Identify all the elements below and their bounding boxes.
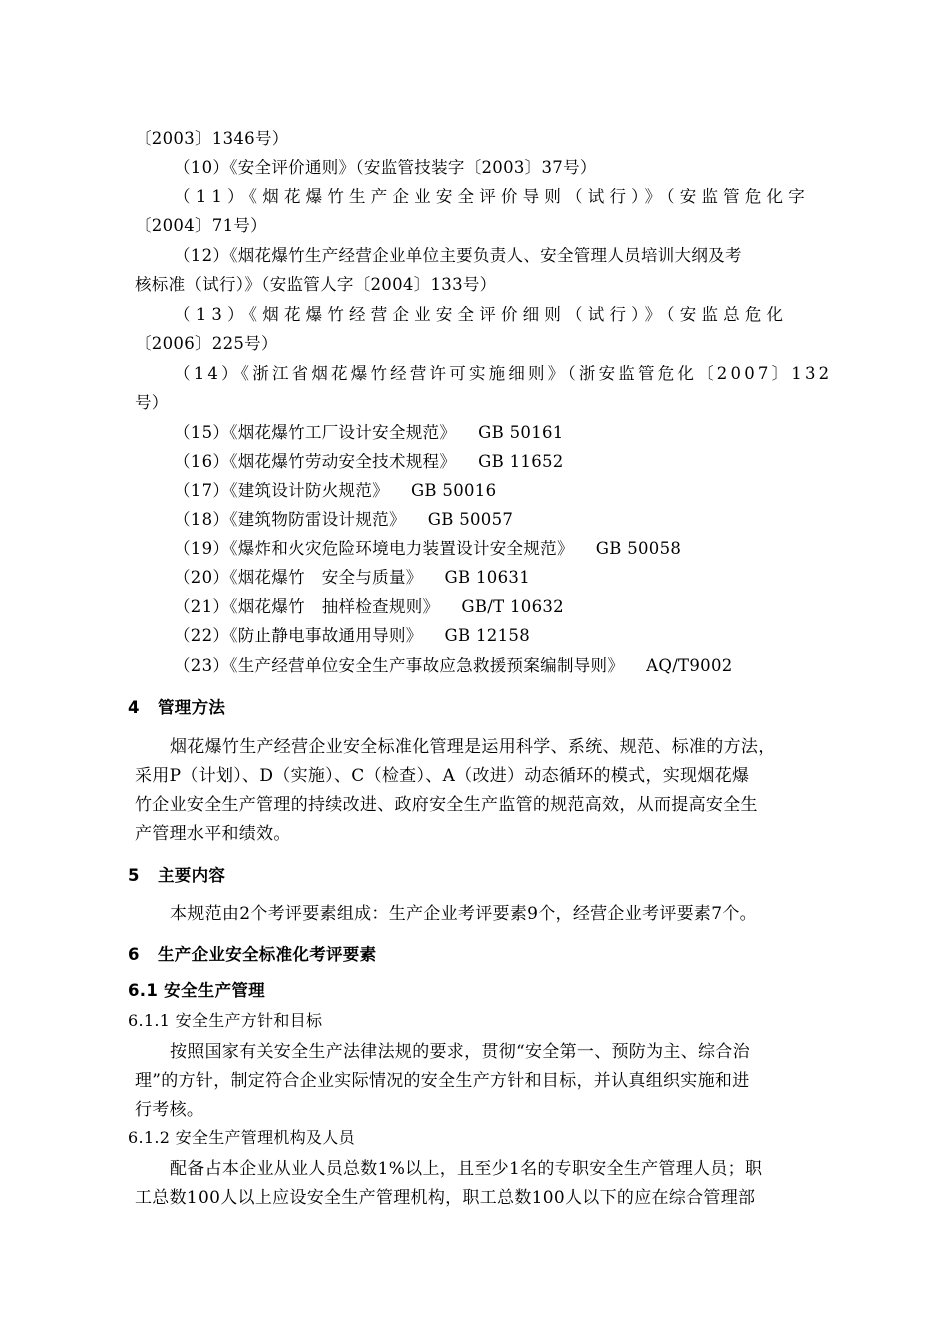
section-4-heading xyxy=(128,697,225,719)
standard-code: GB 50016 xyxy=(410,481,497,500)
reference-18 xyxy=(174,509,513,531)
reference-11-line2: 〔2004〕71号） xyxy=(135,216,267,235)
reference-12-line1: （12）《烟花爆竹生产经营企业单位主要负责人、安全管理人员培训大纲及考 xyxy=(174,246,742,265)
reference-10: （10）《安全评价通则》（安监管技装字〔2003〕37号） xyxy=(174,158,597,177)
section-5-heading xyxy=(128,865,225,887)
standard-code: AQ/T9002 xyxy=(646,656,733,675)
section-5-paragraph: 本规范由2个考评要素组成：生产企业考评要素9个，经营企业考评要素7个。 xyxy=(170,904,757,924)
standard-code: GB/T 10632 xyxy=(461,597,564,616)
section-6-1-1-heading: 6.1.1 安全生产方针和目标 xyxy=(128,1011,323,1030)
section-title: 主要内容 xyxy=(158,866,226,885)
reference-title: （22）《防止静电事故通用导则》 xyxy=(174,626,423,645)
section-title: 生产企业安全标准化考评要素 xyxy=(158,945,377,964)
section-4-paragraph-line4: 产管理水平和绩效。 xyxy=(135,824,291,844)
reference-title: （15）《烟花爆竹工厂设计安全规范》 xyxy=(174,423,457,442)
section-number: 6 xyxy=(128,945,140,964)
reference-13-line2: 〔2006〕225号） xyxy=(135,334,278,353)
section-6-1-1-paragraph-line2: 理”的方针，制定符合企业实际情况的安全生产方针和目标，并认真组织实施和进 xyxy=(135,1071,750,1091)
reference-15 xyxy=(174,422,564,444)
section-4-paragraph-line1: 烟花爆竹生产经营企业安全标准化管理是运用科学、系统、规范、标准的方法， xyxy=(170,737,776,757)
section-6-heading xyxy=(128,944,376,966)
reference-title: （21）《烟花爆竹 抽样检查规则》 xyxy=(174,597,440,616)
section-4-paragraph-line3: 竹企业安全生产管理的持续改进、政府安全生产监管的规范高效，从而提高安全生 xyxy=(135,795,758,815)
reference-14-line2: 号） xyxy=(135,393,169,412)
reference-9-continuation: 〔2003〕1346号） xyxy=(135,129,289,148)
reference-17 xyxy=(174,480,496,502)
reference-22 xyxy=(174,625,530,647)
reference-title: （20）《烟花爆竹 安全与质量》 xyxy=(174,568,423,587)
reference-13-line1: （13）《烟花爆竹经营企业安全评价细则（试行）》（安监总危化 xyxy=(174,305,789,324)
section-6-1-1-paragraph-line1: 按照国家有关安全生产法律法规的要求，贯彻“安全第一、预防为主、综合治 xyxy=(170,1042,750,1062)
reference-12-line2: 核标准（试行）》（安监管人字〔2004〕133号） xyxy=(135,275,497,294)
reference-16 xyxy=(174,451,564,473)
standard-code: GB 50057 xyxy=(427,510,514,529)
reference-title: （23）《生产经营单位安全生产事故应急救援预案编制导则》 xyxy=(174,656,625,675)
section-6-1-heading: 6.1 安全生产管理 xyxy=(128,981,265,1000)
reference-14-line1: （14）《浙江省烟花爆竹经营许可实施细则》（浙安监管危化〔2007〕132 xyxy=(174,364,833,383)
reference-19 xyxy=(174,538,681,560)
section-6-1-1-paragraph-line3: 行考核。 xyxy=(135,1100,205,1120)
standard-code: GB 50058 xyxy=(595,539,682,558)
section-title: 管理方法 xyxy=(158,698,226,717)
standard-code: GB 50161 xyxy=(478,423,564,442)
section-number: 5 xyxy=(128,866,140,885)
standard-code: GB 11652 xyxy=(478,452,564,471)
reference-20 xyxy=(174,567,530,589)
standard-code: GB 12158 xyxy=(444,626,530,645)
section-4-paragraph-line2: 采用P（计划）、D（实施）、C（检查）、A（改进）动态循环的模式，实现烟花爆 xyxy=(135,766,750,786)
section-6-1-2-paragraph-line1: 配备占本企业从业人员总数1%以上，且至少1名的专职安全生产管理人员；职 xyxy=(170,1159,763,1179)
section-6-1-2-heading: 6.1.2 安全生产管理机构及人员 xyxy=(128,1128,355,1147)
standard-code: GB 10631 xyxy=(444,568,530,587)
section-6-1-2-paragraph-line2: 工总数100人以上应设安全生产管理机构，职工总数100人以下的应在综合管理部 xyxy=(135,1188,756,1208)
reference-title: （17）《建筑设计防火规范》 xyxy=(174,481,389,500)
reference-title: （18）《建筑物防雷设计规范》 xyxy=(174,510,406,529)
reference-11-line1: （11）《烟花爆竹生产企业安全评价导则（试行）》（安监管危化字 xyxy=(174,187,810,206)
reference-title: （16）《烟花爆竹劳动安全技术规程》 xyxy=(174,452,457,471)
reference-23 xyxy=(174,655,733,677)
section-number: 4 xyxy=(128,698,140,717)
reference-title: （19）《爆炸和火灾危险环境电力装置设计安全规范》 xyxy=(174,539,574,558)
reference-21 xyxy=(174,596,564,618)
